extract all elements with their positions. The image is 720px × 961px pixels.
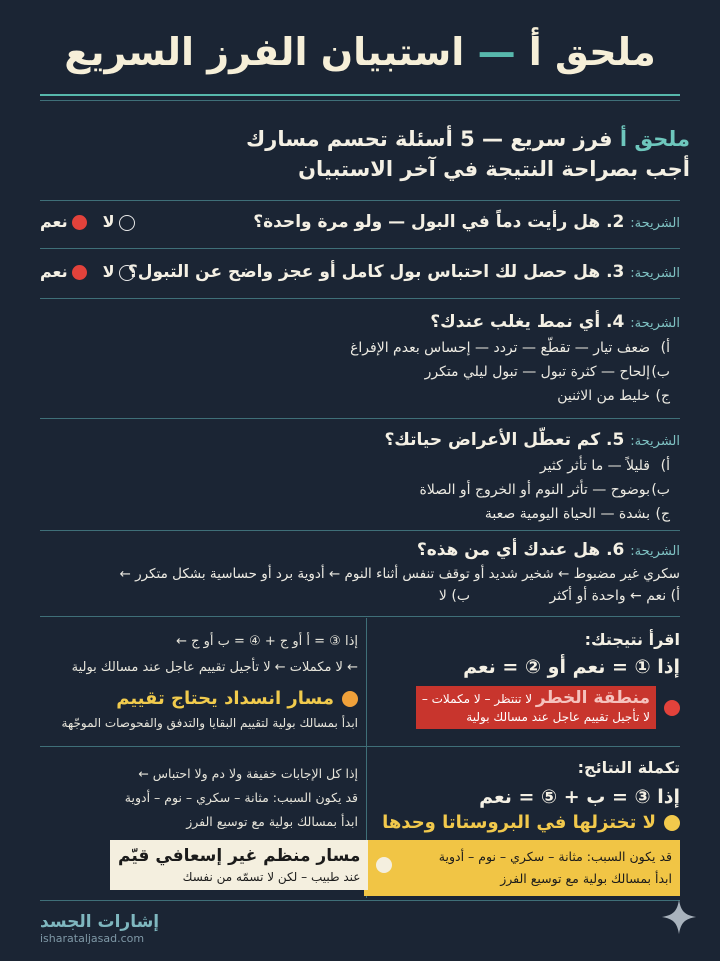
slide-label: الشريحة: [630, 316, 680, 331]
option-yes-label: نعم [40, 212, 68, 231]
question-text: 6. هل عندك أي من هذه؟ [416, 540, 625, 560]
slide-label: الشريحة: [630, 434, 680, 449]
question-text: 3. هل حصل لك احتباس بول كامل أو عجز واضح عن التبول؟ [127, 262, 625, 282]
option-text: بشدة — الحياة اليومية صعبة [484, 506, 650, 522]
sparkle-icon [660, 898, 698, 936]
red-dot-icon [664, 700, 680, 716]
answer-option[interactable] [419, 482, 670, 498]
question-2 [253, 212, 680, 232]
path-non-emergency [110, 840, 392, 890]
question-3 [128, 262, 680, 282]
option-yes[interactable] [40, 262, 87, 281]
option-no-label: لا [102, 262, 115, 281]
option-no-label: لا [102, 212, 115, 231]
path-not-prostate [382, 812, 680, 833]
divider [40, 530, 680, 531]
option-text: ضعف تيار — تقطّع — تردد — إحساس بعدم الإفراغ [350, 340, 650, 356]
option-text: بوضوح — تأثر النوم أو الخروج أو الصلاة [419, 482, 650, 498]
danger-zone [416, 686, 680, 729]
title-dash: — [477, 30, 516, 74]
white-box [110, 840, 368, 890]
white-dot-icon [376, 857, 392, 873]
divider [40, 298, 680, 299]
question-6 [417, 540, 680, 560]
slide-label: الشريحة: [630, 544, 680, 559]
radio-empty-icon [119, 265, 135, 281]
intro-line2: أجب بصراحة النتيجة في آخر الاستبيان [298, 157, 690, 181]
yellow-line1: قد يكون السبب: مثانة – سكري – نوم – أدوية [438, 849, 672, 864]
result-cause: قد يكون السبب: مثانة – سكري – نوم – أدوية [124, 790, 358, 805]
yellow-box [364, 840, 680, 896]
divider [40, 248, 680, 249]
title-part2: استبيان الفرز السريع [64, 30, 465, 74]
danger-line1: لا تنتظر – لا مكملات – [421, 692, 533, 706]
question-6-items: سكري غير مضبوط ← شخير شديد أو توقف تنفس أثناء النوم ← أدوية برد أو حساسية بشكل متكرر ← [119, 566, 680, 582]
answer-option[interactable] [557, 388, 670, 404]
orange-dot-icon [342, 691, 358, 707]
divider [40, 418, 680, 419]
answer-option[interactable] [485, 506, 670, 522]
option-key: ج) [655, 388, 670, 404]
result-condition-1: إذا ① = نعم أو ② = نعم [463, 656, 680, 678]
result-condition-3: إذا ③ = ب + ⑤ = نعم [479, 786, 680, 808]
option-no[interactable]: ب) لا [438, 588, 470, 604]
path-title: مسار منظم غير إسعافي قيّم [118, 846, 361, 866]
path-obstruction [40, 688, 358, 709]
yellow-dot-icon [664, 815, 680, 831]
path-title: لا تختزلها في البروستاتا وحدها [382, 812, 656, 833]
option-text: خليط من الاثنين [557, 388, 650, 404]
radio-filled-icon [72, 265, 87, 280]
option-no[interactable] [103, 262, 135, 281]
radio-empty-icon [119, 215, 135, 231]
radio-filled-icon [72, 215, 87, 230]
result-condition-4: إذا كل الإجابات خفيفة ولا دم ولا احتباس ← [138, 766, 358, 781]
danger-title: منطقة الخطر [535, 688, 650, 708]
slide-label: الشريحة: [630, 216, 680, 231]
divider [40, 746, 680, 747]
question-5 [384, 430, 680, 450]
question-2-options [40, 212, 135, 231]
option-text: قليلاً — ما تأثر كثير [539, 458, 650, 474]
option-key: ب) [651, 364, 670, 380]
intro-tag: ملحق أ [619, 127, 690, 151]
page-title [0, 30, 720, 74]
result-condition-2-note: ← لا مكملات ← لا تأجيل تقييم عاجل عند مسالك بولية [71, 660, 358, 675]
title-part1: ملحق أ [528, 30, 656, 74]
brand-url: isharataljasad.com [40, 932, 145, 945]
intro [246, 124, 690, 184]
question-text: 5. كم تعطّل الأعراض حياتك؟ [384, 430, 625, 450]
question-4 [430, 312, 680, 332]
slide-label: الشريحة: [630, 266, 680, 281]
danger-line2: لا تأجيل تقييم عاجل عند مسالك بولية [466, 710, 650, 724]
title-rule-thin [40, 100, 680, 101]
option-yes-label: نعم [40, 262, 68, 281]
question-3-options [40, 262, 135, 281]
option-key: ج) [655, 506, 670, 522]
results-title: اقرأ نتيجتك: [584, 630, 680, 649]
question-text: 2. هل رأيت دماً في البول — ولو مرة واحدة؟ [253, 212, 625, 232]
path-description: عند طبيب – لكن لا تسمّه من نفسك [182, 870, 361, 884]
path-title: مسار انسداد يحتاج تقييم [116, 688, 334, 709]
answer-option[interactable] [540, 458, 670, 474]
divider [40, 616, 680, 617]
option-no[interactable] [103, 212, 135, 231]
question-text: 4. أي نمط يغلب عندك؟ [430, 312, 625, 332]
footer-rule [40, 900, 680, 901]
brand-name: إشارات الجسد [40, 912, 160, 932]
results-continuation-title: تكملة النتائج: [577, 758, 680, 777]
option-yes[interactable] [40, 212, 87, 231]
title-rule [40, 94, 680, 96]
result-action: ابدأ بمسالك بولية مع توسيع الفرز [186, 814, 358, 829]
danger-box [416, 686, 656, 729]
answer-option[interactable] [425, 364, 670, 380]
option-text: إلحاح — كثرة تبول — تبول ليلي متكرر [424, 364, 650, 380]
answer-option[interactable] [350, 340, 670, 356]
intro-line1: فرز سريع — 5 أسئلة تحسم مسارك [245, 127, 613, 151]
option-key: ب) [651, 482, 670, 498]
option-key: أ) [660, 458, 670, 474]
yellow-line2: ابدأ بمسالك بولية مع توسيع الفرز [500, 871, 672, 886]
option-yes[interactable]: أ) نعم ← واحدة أو أكثر [549, 588, 680, 604]
option-key: أ) [660, 340, 670, 356]
divider [40, 200, 680, 201]
result-condition-2: إذا ③ = أ أو ج + ④ = ب أو ج ← [176, 634, 358, 649]
brand [40, 912, 159, 945]
path-description: ابدأ بمسالك بولية لتقييم البقايا والتدفق والفحوصات الموجّهة [61, 716, 358, 730]
